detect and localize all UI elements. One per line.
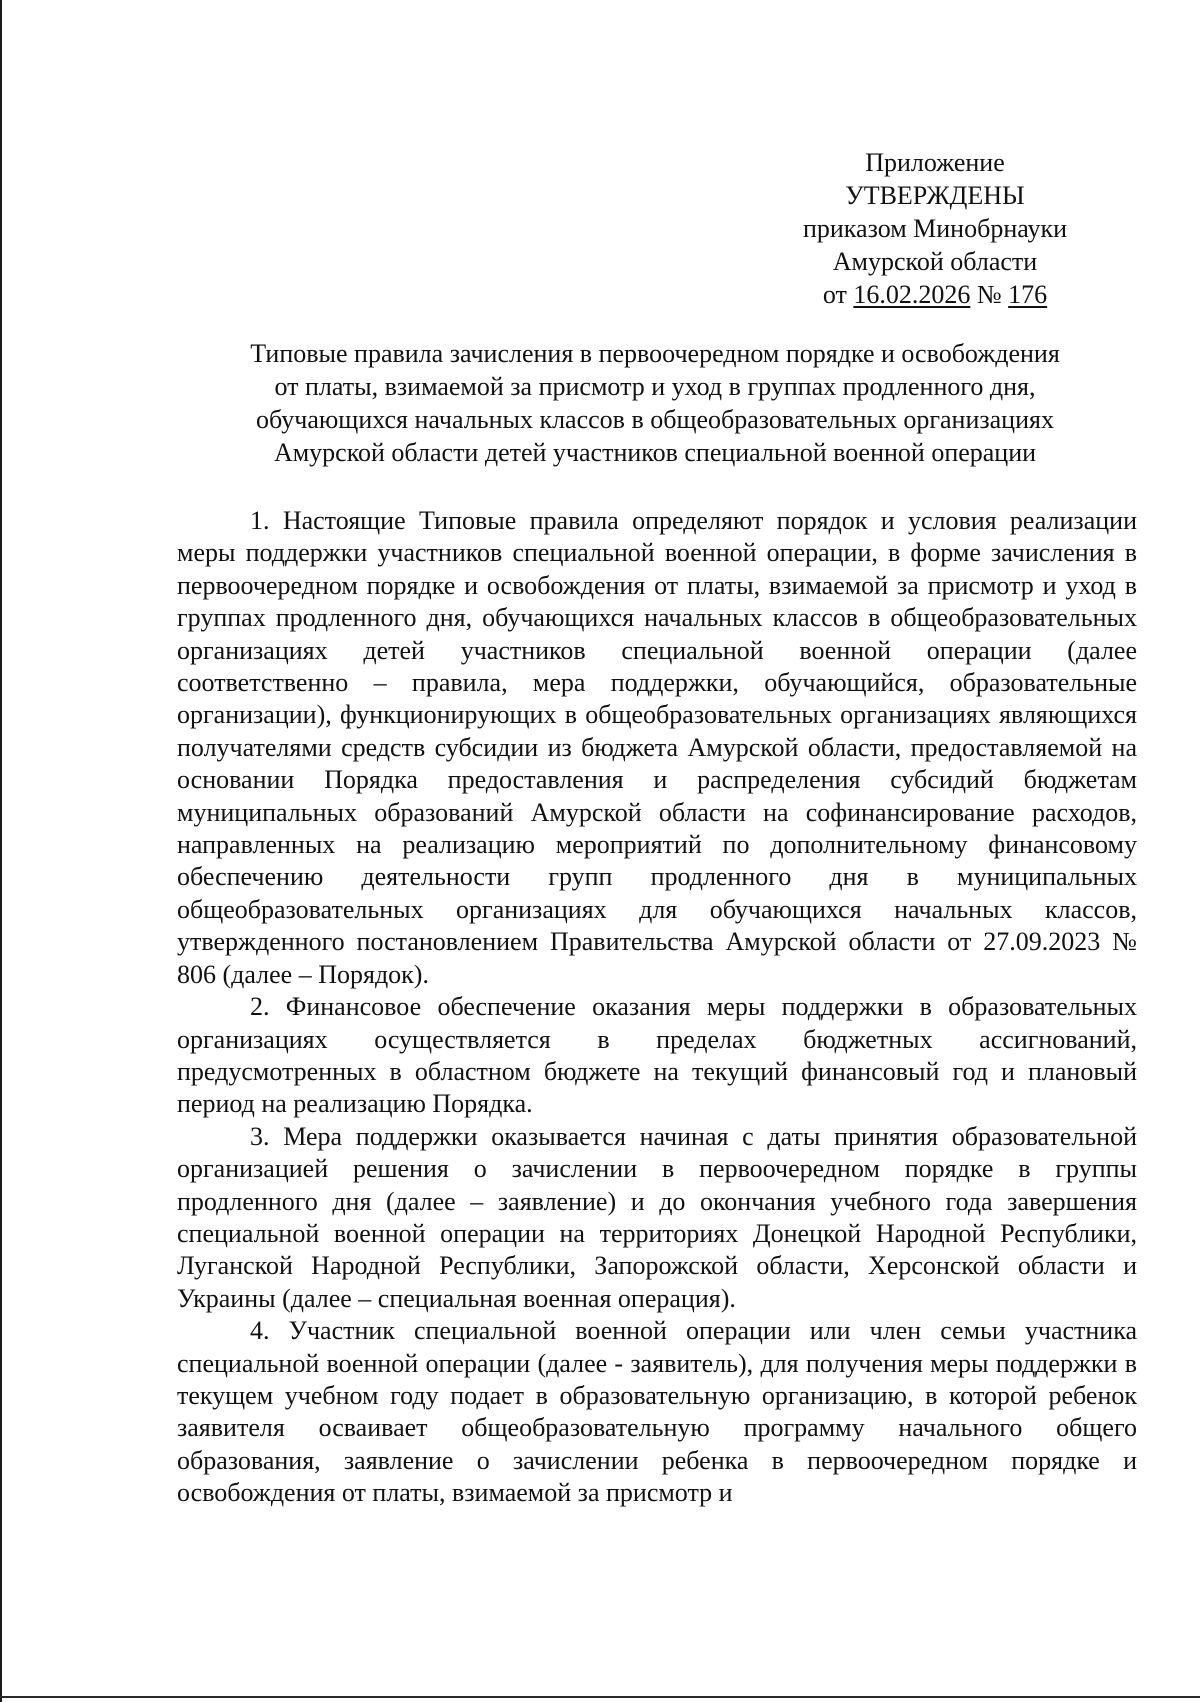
stamp-line-approved: УТВЕРЖДЕНЫ (845, 181, 1025, 210)
title-line-4: Амурской области детей участников специальной военной операции (273, 438, 1037, 467)
stamp-number: 176 (1008, 280, 1048, 309)
title-line-2: от платы, взимаемой за присмотр и уход в группах продленного дня, (274, 372, 1036, 401)
stamp-line-appendix: Приложение (865, 148, 1005, 177)
stamp-number-sign: № (976, 280, 1002, 309)
paragraph-4: 4. Участник специальной военной операции или член семьи участника специальной военной операции (далее - заявитель), для получения меры поддержки в текущем учебном году подает в образовательную организацию, в которой ребенок заявителя осваивает общеобразовательную программу начального общего образования, заявление о зачислении ребенка в первоочередном порядке и освобождения от платы, взимаемой за присмотр и (177, 1316, 1137, 1508)
paragraph-3: 3. Мера поддержки оказывается начиная с даты принятия образовательной организацией решения о зачислении в первоочередном порядке в группы продленного дня (далее – заявление) и до окончания учебного года завершения специальной военной операции на территориях Донецкой Народной Республики, Луганской Народной Республики, Запорожской области, Херсонской области и Украины (далее – специальная военная операция). (177, 1121, 1137, 1313)
paragraph-1: 1. Настоящие Типовые правила определяют порядок и условия реализации меры поддержки участников специальной военной операции, в форме зачисления в первоочередном порядке и освобождения от платы, взимаемой за присмотр и уход в группах продленного дня, обучающихся начальных классов в общеобразовательных организациях детей участников специальной военной операции (далее соответственно – правила, мера поддержки, обучающийся, образовательные организации), функционирующих в общеобразовательных организациях являющихся получателями средств субсидии из бюджета Амурской области, предоставляемой на основании Порядка предоставления и распределения субсидий бюджетам муниципальных образований Амурской области на софинансирование расходов, направленных на реализацию мероприятий по дополнительному финансовому обеспечению деятельности групп продленного дня в муниципальных общеобразовательных организациях для обучающихся начальных классов, утвержденного постановлением Правительства Амурской области от 27.09.2023 № 806 (далее – Порядок). (177, 506, 1137, 989)
stamp-line-order: приказом Минобрнауки (802, 214, 1068, 243)
stamp-date: 16.02.2026 (853, 280, 971, 309)
stamp-date-prefix: от (822, 280, 847, 309)
title-line-3: обучающихся начальных классов в общеобразовательных организациях (256, 405, 1054, 434)
stamp-line-date-number (760, 278, 1110, 311)
scan-left-edge (0, 0, 2, 1702)
document-body (177, 505, 1137, 1510)
approval-stamp (760, 146, 1110, 311)
stamp-line-region: Амурской области (832, 247, 1038, 276)
document-title (175, 337, 1135, 469)
paragraph-2: 2. Финансовое обеспечение оказания меры поддержки в образовательных организациях осуществляется в пределах бюджетных ассигнований, предусмотренных в областном бюджете на текущий финансовый год и плановый период на реализацию Порядка. (177, 992, 1137, 1119)
scan-bottom-edge (0, 1696, 1200, 1698)
title-line-1: Типовые правила зачисления в первоочередном порядке и освобождения (250, 339, 1060, 368)
